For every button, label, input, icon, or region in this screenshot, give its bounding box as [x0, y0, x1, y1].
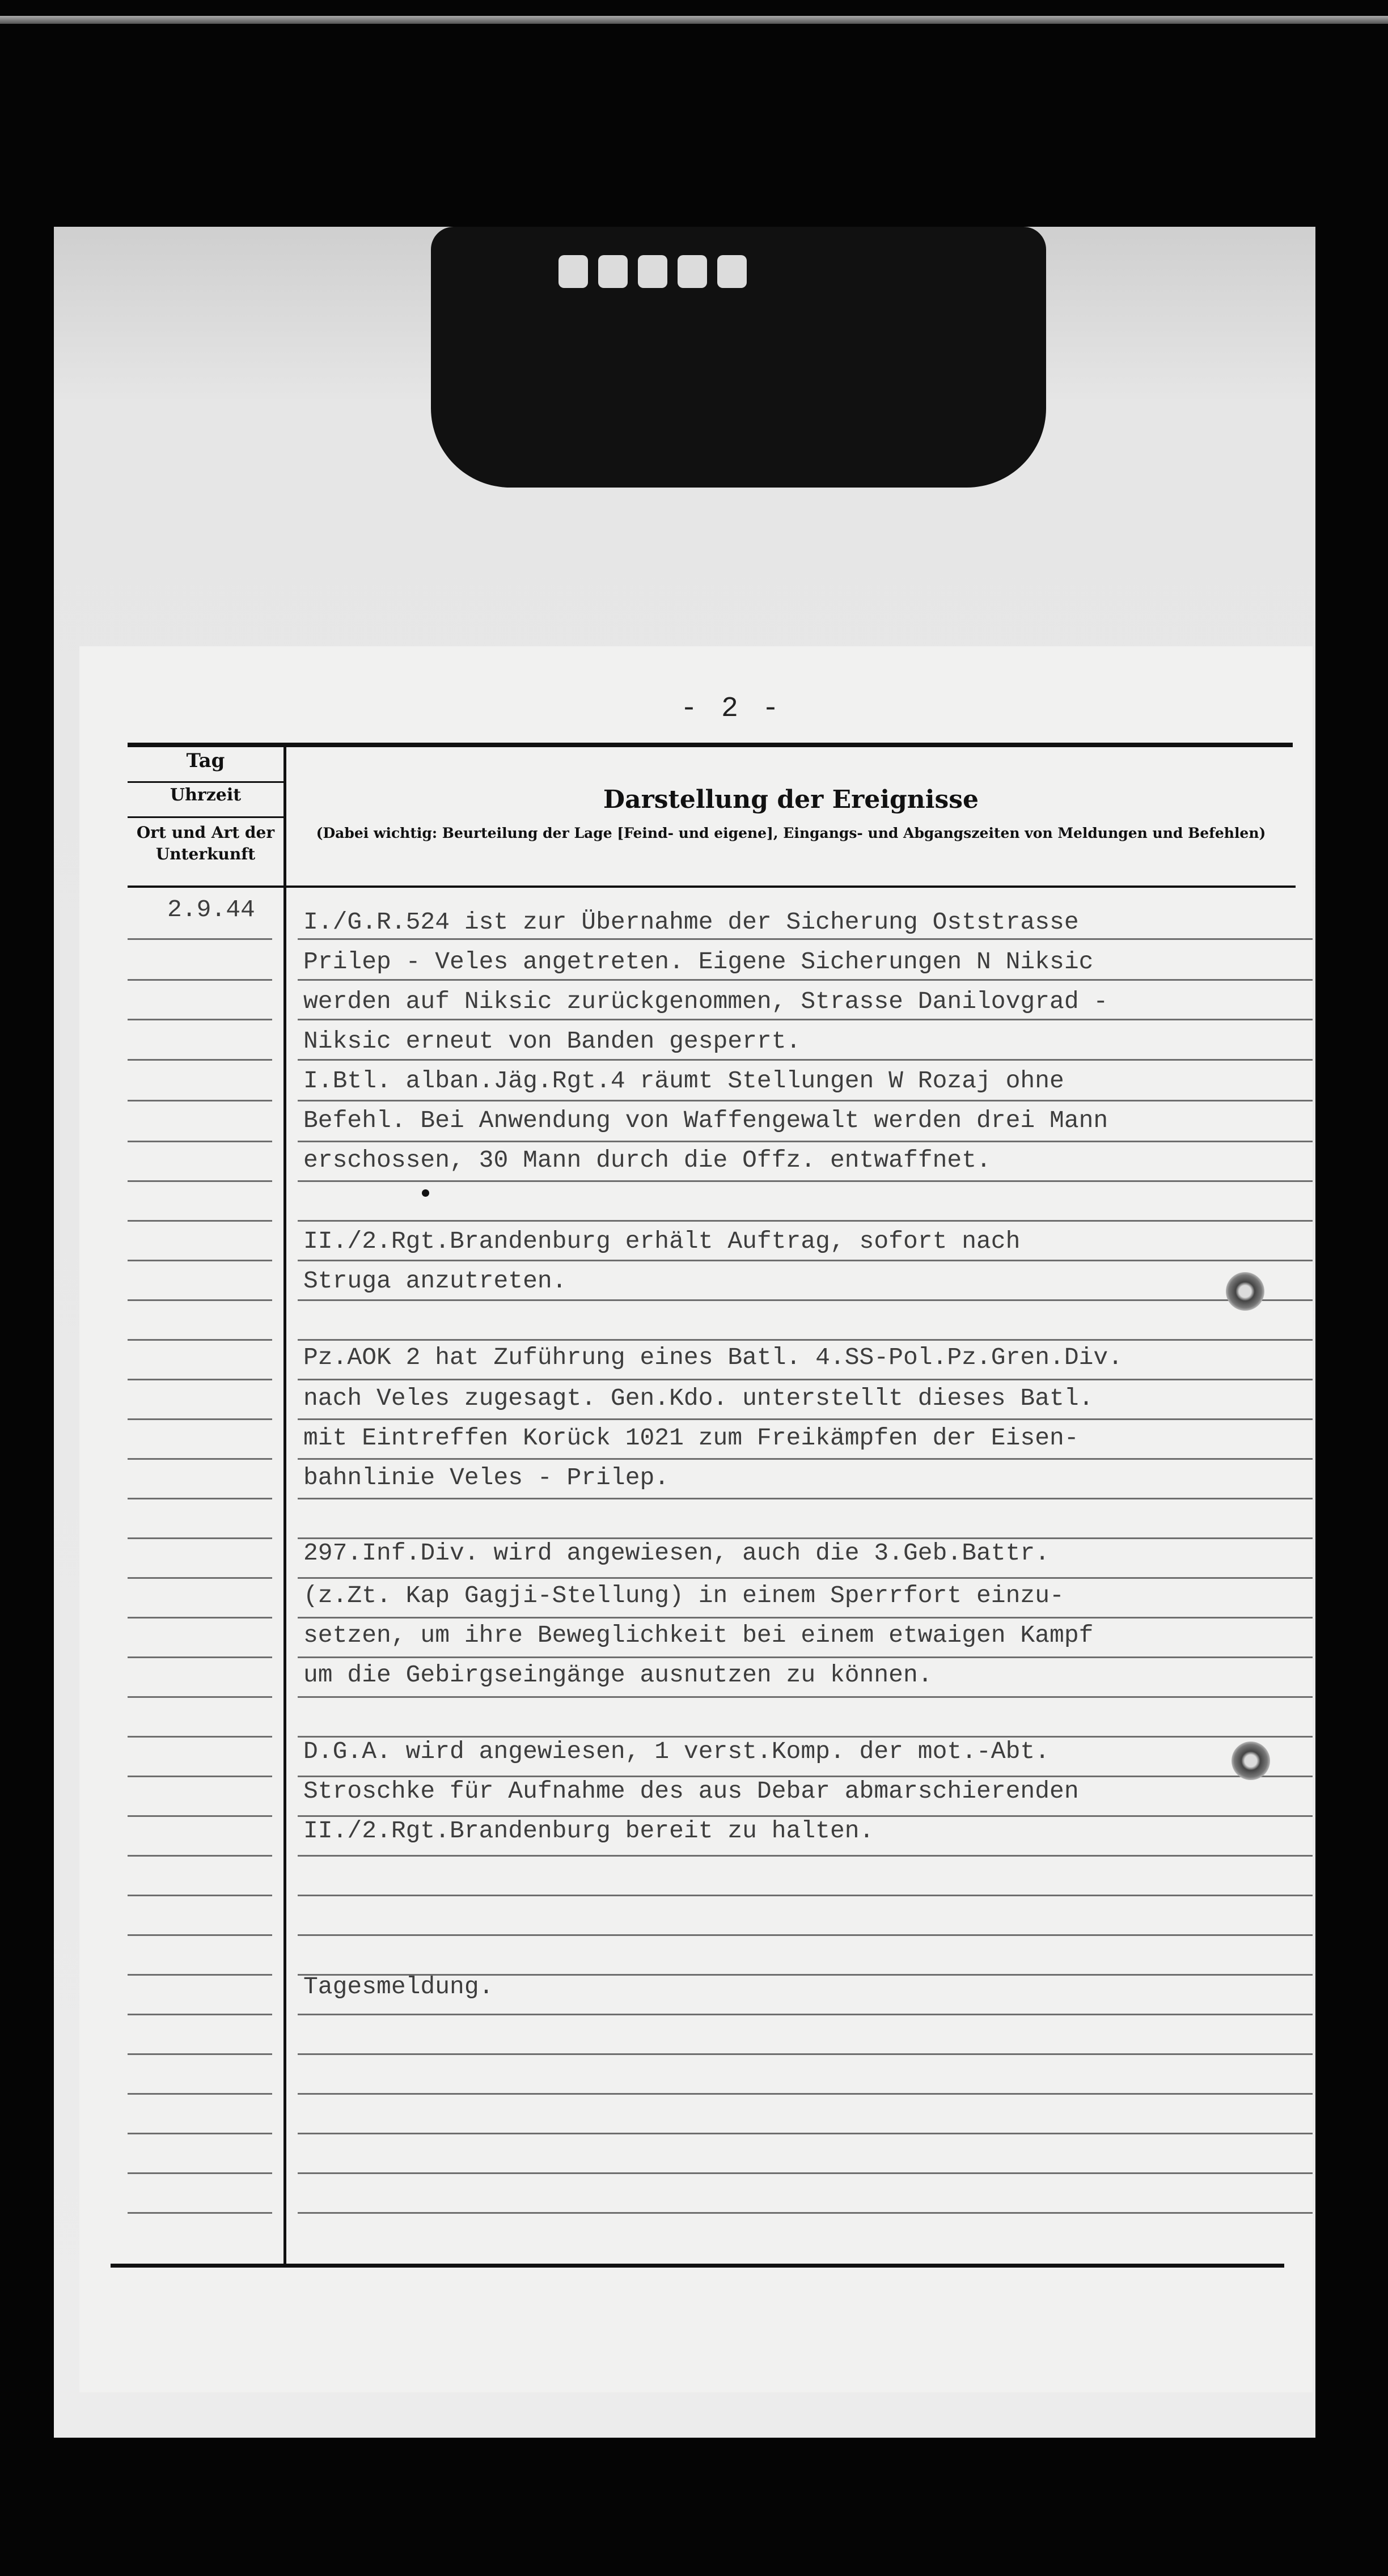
- ruled-line: [298, 1059, 1313, 1061]
- ruled-line: [298, 1141, 1313, 1142]
- ruled-line-left: [128, 1577, 272, 1579]
- ruled-line: [298, 1339, 1313, 1341]
- ruled-line: [298, 1379, 1313, 1380]
- ruled-line-left: [128, 2014, 272, 2015]
- ruled-line-left: [128, 1180, 272, 1182]
- ruled-line-left: [128, 1736, 272, 1738]
- text-line: Prilep - Veles angetreten. Eigene Sicherungen N Niksic: [303, 948, 1094, 976]
- header-ort: Ort und Art der Unterkunft: [136, 823, 275, 863]
- ruled-line-left: [128, 1656, 272, 1658]
- ruled-line-left: [128, 2133, 272, 2134]
- ruled-line-left: [128, 2093, 272, 2095]
- header-tag: Tag: [186, 749, 225, 772]
- text-line: I./G.R.524 ist zur Übernahme der Sicherung Oststrasse: [303, 908, 1079, 936]
- ruled-line: [298, 2133, 1313, 2134]
- ruled-line: [298, 1180, 1313, 1182]
- ruled-line-left: [128, 1100, 272, 1101]
- header-uhrzeit: Uhrzeit: [170, 785, 242, 805]
- ruled-line: [298, 2093, 1313, 2095]
- ruled-line: [298, 1418, 1313, 1420]
- punch-hole: [1226, 1272, 1264, 1311]
- ruled-line-left: [128, 1019, 272, 1020]
- bottom-rule: [111, 2264, 1284, 2268]
- film-edge: [0, 16, 1388, 24]
- text-line: D.G.A. wird angewiesen, 1 verst.Komp. der mot.-Abt.: [303, 1738, 1050, 1765]
- ruled-line-left: [128, 2172, 272, 2174]
- text-line: erschossen, 30 Mann durch die Offz. entwaffnet.: [303, 1146, 991, 1174]
- page-number: - 2 -: [680, 693, 783, 725]
- column-divider: [283, 747, 286, 2266]
- ruled-line-left: [128, 1260, 272, 1261]
- header-bottom-rule: [128, 886, 1296, 888]
- ruled-line-left: [128, 1855, 272, 1857]
- ruled-line: [298, 1260, 1313, 1261]
- text-line: Befehl. Bei Anwendung von Waffengewalt werden drei Mann: [303, 1107, 1108, 1134]
- ruled-line: [298, 1220, 1313, 1222]
- ruled-line: [298, 1100, 1313, 1101]
- ruled-line: [298, 2172, 1313, 2174]
- ruled-line-left: [128, 1696, 272, 1698]
- text-line: I.Btl. alban.Jäg.Rgt.4 räumt Stellungen W Rozaj ohne: [303, 1067, 1064, 1095]
- ruled-line-left: [128, 1418, 272, 1420]
- ruled-line: [298, 2014, 1313, 2015]
- ruled-line: [298, 1458, 1313, 1460]
- text-line: Stroschke für Aufnahme des aus Debar abmarschierenden: [303, 1777, 1079, 1805]
- header-title: Darstellung der Ereignisse: [603, 785, 979, 814]
- ruled-line-left: [128, 1974, 272, 1976]
- text-line: mit Eintreffen Korück 1021 zum Freikämpfen der Eisen-: [303, 1424, 1079, 1452]
- ruled-line: [298, 1019, 1313, 1020]
- ruled-line-left: [128, 938, 272, 940]
- ruled-line-left: [128, 1498, 272, 1499]
- header-top-rule: [128, 743, 1293, 747]
- punch-hole: [1232, 1742, 1270, 1780]
- ruled-line-left: [128, 979, 272, 981]
- ruled-line-left: [128, 1220, 272, 1222]
- ruled-line-left: [128, 1895, 272, 1896]
- ruled-line-left: [128, 2053, 272, 2055]
- text-line: Niksic erneut von Banden gesperrt.: [303, 1027, 801, 1055]
- ruled-line-left: [128, 1458, 272, 1460]
- ruled-line-left: [128, 1617, 272, 1619]
- clip-digits: [558, 255, 747, 288]
- header-col1-rule-1: [128, 781, 283, 783]
- text-line: werden auf Niksic zurückgenommen, Strasse Danilovgrad -: [303, 988, 1108, 1015]
- ruled-line: [298, 1855, 1313, 1857]
- ruled-line: [298, 938, 1313, 940]
- ruled-line-left: [128, 1537, 272, 1539]
- ruled-line: [298, 979, 1313, 981]
- text-line: setzen, um ihre Beweglichkeit bei einem etwaigen Kampf: [303, 1621, 1094, 1649]
- text-line: II./2.Rgt.Brandenburg erhält Auftrag, sofort nach: [303, 1227, 1021, 1255]
- ruled-line: [298, 2212, 1313, 2214]
- ruled-line-left: [128, 1141, 272, 1142]
- text-line: 297.Inf.Div. wird angewiesen, auch die 3.Geb.Battr.: [303, 1539, 1050, 1567]
- ruled-line: [298, 1934, 1313, 1936]
- ruled-line: [298, 1617, 1313, 1619]
- ruled-line: [298, 1895, 1313, 1896]
- ruled-line-left: [128, 1299, 272, 1301]
- text-line: Struga anzutreten.: [303, 1267, 567, 1295]
- text-line: Pz.AOK 2 hat Zuführung eines Batl. 4.SS-Pol.Pz.Gren.Div.: [303, 1344, 1123, 1371]
- text-line: II./2.Rgt.Brandenburg bereit zu halten.: [303, 1817, 874, 1845]
- ink-dot: [422, 1189, 429, 1197]
- ruled-line-left: [128, 1815, 272, 1817]
- header-col1-rule-2: [128, 816, 283, 818]
- text-line: um die Gebirgseingänge ausnutzen zu können.: [303, 1661, 933, 1689]
- ruled-line-left: [128, 1934, 272, 1936]
- ruled-line-left: [128, 1059, 272, 1061]
- header-subtitle: (Dabei wichtig: Beurteilung der Lage [Feind- und eigene], Eingangs- und Abgangszeiten von Meldungen und Befehlen): [316, 825, 1266, 841]
- ruled-line-left: [128, 1379, 272, 1380]
- ruled-line: [298, 1498, 1313, 1499]
- entry-date: 2.9.44: [167, 896, 255, 923]
- text-line: bahnlinie Veles - Prilep.: [303, 1464, 670, 1492]
- ruled-line: [298, 1577, 1313, 1579]
- ruled-line: [298, 1656, 1313, 1658]
- ruled-line-left: [128, 2212, 272, 2214]
- text-line: nach Veles zugesagt. Gen.Kdo. unterstellt dieses Batl.: [303, 1384, 1094, 1412]
- text-line: (z.Zt. Kap Gagji-Stellung) in einem Sperrfort einzu-: [303, 1582, 1064, 1609]
- ruled-line-left: [128, 1339, 272, 1341]
- ruled-line: [298, 1299, 1313, 1301]
- ruled-line: [298, 1696, 1313, 1698]
- text-line: Tagesmeldung.: [303, 1973, 494, 2001]
- ruled-line-left: [128, 1776, 272, 1777]
- ruled-line: [298, 2053, 1313, 2055]
